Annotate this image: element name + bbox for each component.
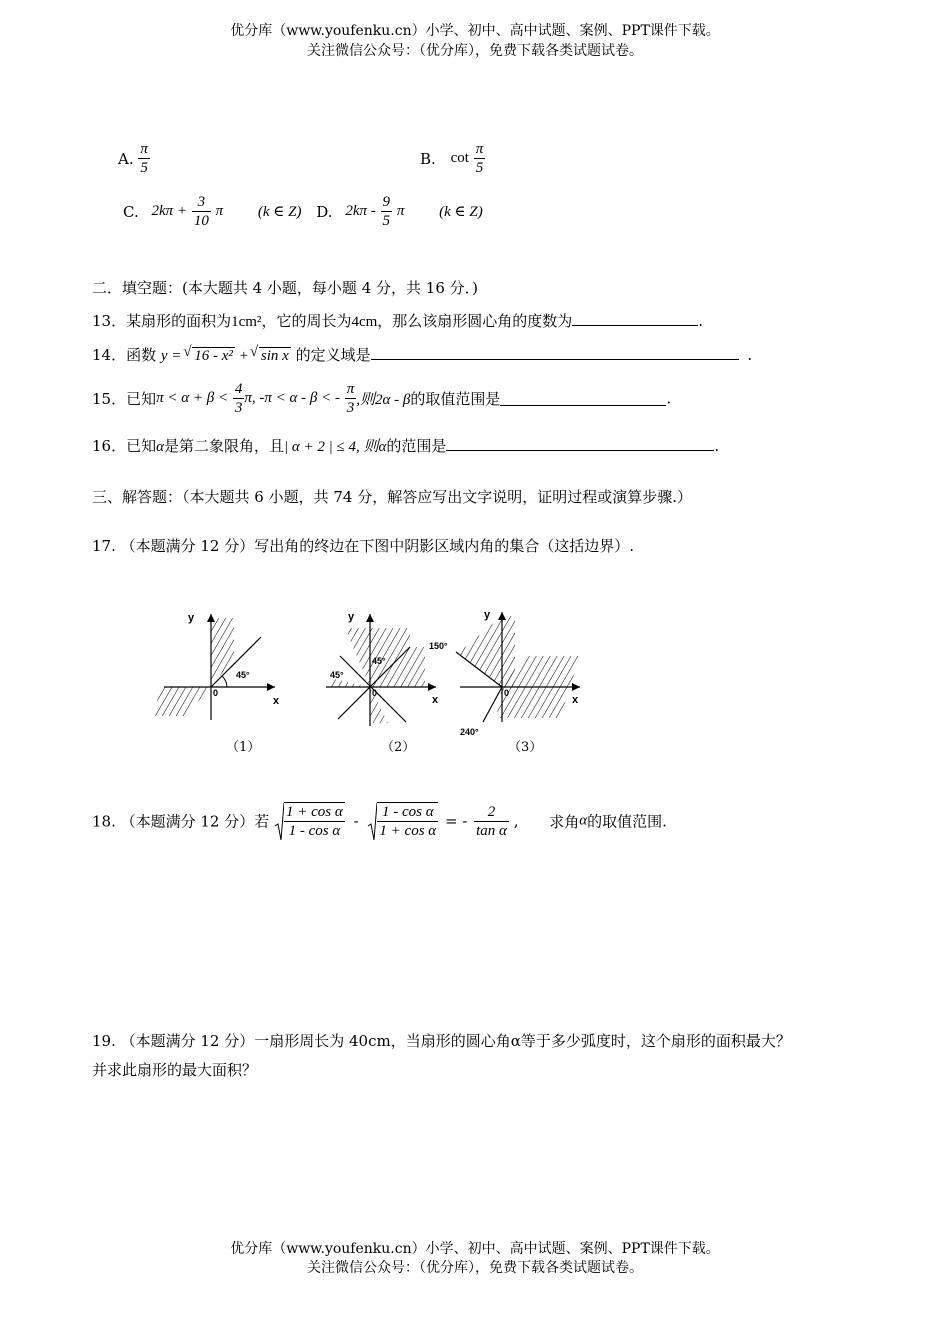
fig2-shade-upper-left — [345, 628, 370, 687]
option-a-fraction — [138, 140, 150, 177]
fig2-x-arrow — [428, 683, 436, 691]
fig1-caption: （1） — [226, 740, 261, 755]
fig3-angle-bottom: 240° — [460, 727, 479, 737]
option-d-den: 5 — [382, 213, 391, 229]
figure-2 — [326, 611, 439, 755]
question-14 — [92, 344, 752, 365]
q18-r1-num: 1 + cos α — [286, 804, 343, 820]
q18-comma: , — [513, 812, 519, 830]
fig2-angle-top: 45° — [372, 656, 386, 666]
q15-number: 15． — [92, 390, 127, 408]
q14-answer-blank[interactable] — [371, 345, 739, 360]
q18-r2-num: 1 - cos α — [377, 803, 438, 822]
option-b-prefix: cot — [450, 150, 469, 166]
q18-minus: - — [353, 812, 359, 830]
option-c-suffix: π — [215, 203, 224, 219]
option-d-num: 9 — [382, 194, 391, 210]
header-line-2: 关注微信公众号：（优分库），免费下载各类试题试卷。 — [307, 43, 643, 59]
q18-r2-den: 1 + cos α — [379, 823, 437, 839]
option-b-fraction — [474, 140, 486, 177]
q18-suffix-a: 求角 — [549, 812, 580, 831]
option-a — [118, 140, 150, 177]
option-d-fraction — [381, 193, 393, 230]
option-d-suffix: π — [396, 203, 405, 219]
q18-r3-num: 2 — [474, 803, 509, 822]
q15-f2-den: 3 — [346, 400, 355, 416]
q15-text-a: 已知 — [126, 390, 157, 408]
q15-math-c: ,则2α - β — [356, 392, 411, 408]
option-d-condition: (k ∈ Z) — [439, 204, 483, 220]
q18-prefix: 18. （本题满分 12 分）若 — [92, 812, 270, 831]
q18-r3-den: tan α — [476, 822, 507, 839]
fig3-y-label: y — [484, 609, 491, 621]
q15-fraction-1 — [233, 380, 245, 417]
q18-suffix-math: α — [579, 812, 588, 829]
q18-equals: = - — [444, 812, 468, 830]
fig1-x-arrow — [267, 683, 275, 691]
q18-radical-2 — [367, 802, 438, 840]
figure-3 — [429, 609, 580, 755]
fig1-origin: 0 — [213, 688, 219, 698]
footer-line-1: 优分库（www.youfenku.cn）小学、初中、高中试题、案例、PPT课件下载。 — [230, 1241, 720, 1257]
question-18 — [92, 802, 667, 840]
question-16 — [92, 435, 719, 456]
q18-suffix-b: 的取值范围. — [587, 812, 667, 831]
fig2-caption: （2） — [381, 740, 416, 755]
option-b — [420, 140, 485, 177]
option-c-den: 10 — [193, 213, 209, 229]
q15-fraction-2 — [345, 380, 357, 417]
q18-radical-1 — [274, 802, 345, 840]
fig2-y-arrow — [366, 614, 374, 622]
q13-number: 13． — [92, 312, 127, 330]
q18-r2-fraction — [377, 802, 438, 840]
section-3-heading: 三、解答题：（本大题共 6 小题，共 74 分，解答应写出文字说明，证明过程或演算步骤.） — [92, 488, 692, 506]
option-b-label: B. — [420, 149, 436, 168]
question-19-line-2: 并求此扇形的最大面积？ — [92, 1061, 258, 1079]
q13-end: . — [698, 312, 704, 330]
option-c-condition: (k ∈ Z) — [257, 204, 302, 220]
q16-text-a: 已知 — [126, 437, 157, 455]
q18-radical-2-sign — [367, 802, 377, 842]
q15-text-b: 的取值范围是 — [410, 390, 501, 408]
q18-r1-den: 1 - cos α — [288, 823, 341, 839]
q18-radical-1-sign — [274, 802, 284, 842]
q14-text-b: 的定义域是 — [295, 346, 371, 364]
option-c-prefix: 2kπ + — [151, 203, 188, 219]
fig3-origin: 0 — [504, 688, 510, 698]
fig1-y-label: y — [188, 612, 195, 624]
footer-line-2: 关注微信公众号：（优分库），免费下载各类试题试卷。 — [307, 1260, 643, 1276]
header-line-1: 优分库（www.youfenku.cn）小学、初中、高中试题、案例、PPT课件下载。 — [230, 23, 720, 39]
q16-answer-blank[interactable] — [446, 436, 714, 451]
q14-plus: + — [239, 348, 249, 364]
option-a-num: π — [140, 141, 148, 157]
question-13 — [92, 310, 703, 331]
fig3-caption: （3） — [508, 740, 543, 755]
fig3-angle-top: 150° — [429, 641, 448, 651]
q15-f2-num: π — [346, 381, 355, 397]
option-b-num: π — [475, 141, 484, 157]
question-17-text: 17. （本题满分 12 分）写出角的终边在下图中阴影区域内角的集合（这括边界）. — [92, 537, 635, 555]
option-d-label: D. — [316, 202, 333, 221]
q14-number: 14． — [92, 346, 127, 364]
q16-math-b: | α + 2 | ≤ 4, 则α — [284, 439, 387, 455]
q16-end: . — [714, 437, 720, 455]
option-b-den: 5 — [475, 160, 484, 176]
q15-f1-num: 4 — [234, 381, 243, 397]
q16-number: 16． — [92, 437, 127, 455]
option-a-label: A. — [118, 149, 134, 168]
q18-r1-fraction — [284, 802, 345, 840]
option-c-fraction — [192, 193, 211, 230]
q16-text-b: 是第二象限角，且 — [163, 437, 284, 455]
section-2-heading: 二．填空题：(本大题共 4 小题，每小题 4 分，共 16 分．) — [92, 279, 478, 297]
fig3-x-label: x — [572, 694, 579, 706]
q14-end: . — [747, 346, 753, 364]
q13-text-b: ，它的周长为 — [261, 312, 352, 330]
option-a-den: 5 — [140, 160, 148, 176]
q13-math-a: 1cm² — [231, 314, 262, 330]
fig1-angle-arc — [222, 676, 227, 687]
q13-answer-blank[interactable] — [572, 311, 698, 326]
figure-1 — [154, 612, 280, 755]
option-c-num: 3 — [192, 193, 211, 212]
q14-radical-1: √ 16 - x² — [192, 347, 235, 365]
question-19-line-1: 19. （本题满分 12 分）一扇形周长为 40cm，当扇形的圆心角α等于多少弧度时，这个扇形的面积最大？ — [92, 1032, 791, 1050]
q15-math-b: π, -π < α - β < - — [244, 390, 340, 406]
fig2-origin: 0 — [372, 688, 378, 698]
fig2-x-label: x — [432, 694, 439, 706]
q18-r3-fraction — [474, 803, 509, 840]
fig1-x-label: x — [273, 695, 280, 707]
q17-figures — [140, 598, 600, 758]
q15-answer-blank[interactable] — [500, 391, 666, 406]
fig3-x-arrow — [572, 683, 580, 691]
q14-radical-2: √ sin x — [259, 347, 291, 365]
q13-text-c: ，那么该扇形圆心角的度数为 — [377, 312, 573, 330]
fig2-y-label: y — [348, 611, 355, 623]
q15-end: . — [666, 389, 672, 408]
q15-f1-den: 3 — [234, 400, 243, 416]
q16-math-a: α — [156, 439, 164, 455]
q13-text-a: 某扇形的面积为 — [126, 312, 232, 330]
fig1-shade-bottom — [154, 687, 211, 716]
q13-math-b: 4cm — [351, 314, 378, 330]
fig3-shade-upper — [458, 616, 515, 687]
q15-math-a: π < α + β < — [156, 390, 229, 406]
q16-text-c: 的范围是 — [386, 437, 447, 455]
q14-math-a: y = — [160, 348, 182, 364]
option-d-prefix: 2kπ - — [345, 203, 376, 219]
fig1-angle-label: 45° — [236, 670, 250, 680]
fig2-angle-left: 45° — [330, 670, 344, 680]
question-15 — [92, 380, 671, 417]
q14-text-a: 函数 — [126, 346, 157, 364]
option-c — [123, 193, 483, 230]
option-c-label: C. — [123, 202, 139, 221]
